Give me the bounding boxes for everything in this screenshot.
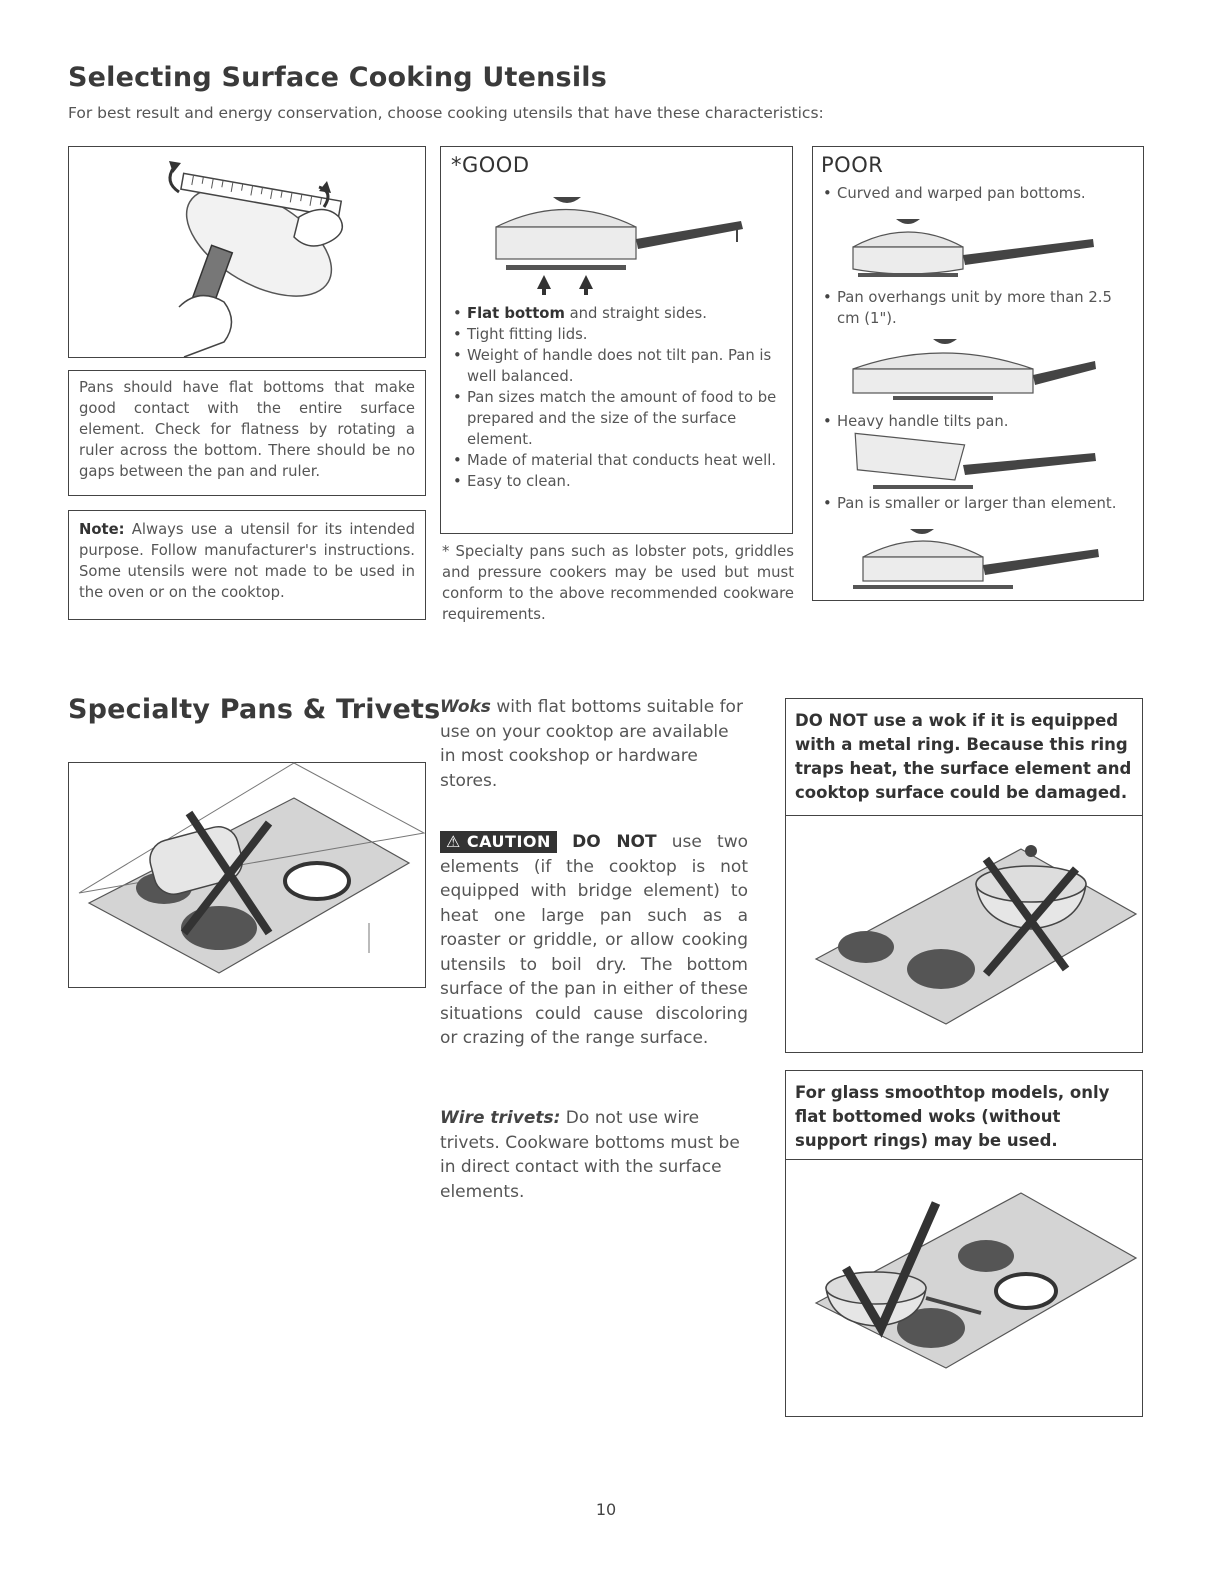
intro-text: For best result and energy conservation, choose cooking utensils that have these characteristics:: [68, 104, 824, 122]
note-text: Always use a utensil for its intended purpose. Follow manufacturer's instructions. Some utensils were not made to be used in the oven or on the cooktop.: [79, 521, 415, 601]
good-footnote: * Specialty pans such as lobster pots, griddles and pressure cookers may be used but must conform to the above recommended cookware requirements.: [442, 543, 794, 623]
flat-wok-cooktop-illustration: [786, 1163, 1144, 1413]
poor-list-2: [821, 287, 1139, 329]
flat-wok-note: For glass smoothtop models, only flat bottomed woks (without support rings) may be used.: [795, 1083, 1110, 1150]
woks-text: with flat bottoms suitable for use on your cooktop are available in most cookshop or hardware stores.: [440, 697, 743, 791]
note-box: [68, 510, 426, 620]
good-title: *GOOD: [451, 153, 530, 177]
list-item: • Tight fitting lids.: [451, 324, 781, 345]
trivets-label: Wire trivets:: [440, 1108, 561, 1128]
woks-paragraph: [440, 695, 748, 793]
poor-pans-illustration: [813, 147, 1145, 602]
specialty-title: Specialty Pans & Trivets: [68, 694, 441, 725]
poor-box: [812, 146, 1144, 601]
caution-badge: ⚠ CAUTION: [440, 831, 557, 853]
wok-ring-warning: DO NOT use a wok if it is equipped with a metal ring. Because this ring traps heat, the surface element and cooktop surface could be damaged.: [795, 711, 1132, 802]
caution-paragraph: [440, 830, 748, 1051]
wok-ring-warning-box: [785, 698, 1143, 1053]
list-item: • Pan sizes match the amount of food to be prepared and the size of the surface element.: [451, 387, 781, 450]
flat-bottom-text: Pans should have flat bottoms that make good contact with the entire surface element. Check for flatness by rotating a ruler across the bottom. There should be no gaps between the pan and ruler.: [79, 379, 415, 480]
trivets-paragraph: [440, 1106, 748, 1204]
poor-list-4: [821, 493, 1139, 514]
trivets-text: Do not use wire trivets. Cookware bottoms must be in direct contact with the surface elements.: [440, 1108, 740, 1202]
caution-text: use two elements (if the cooktop is not equipped with bridge element) to heat one large pan such as a roaster or griddle, or allow cooking utensils to boil dry. The bottom surface of the pan in either of these situations could cause discoloring or crazing of the range surface.: [440, 832, 749, 1048]
flat-bottom-text-box: [68, 370, 426, 496]
two-elements-cooktop-illustration: [69, 763, 427, 989]
good-list: [451, 303, 781, 492]
note-label: Note:: [79, 521, 125, 538]
ruler-illustration-box: [68, 146, 426, 358]
ruler-check-illustration: [69, 147, 427, 359]
list-item: • Easy to clean.: [451, 471, 781, 492]
cooktop-two-elements-box: [68, 762, 426, 988]
wok-ring-cooktop-illustration: [786, 819, 1144, 1049]
caution-do-not: DO NOT: [572, 832, 657, 852]
poor-title: POOR: [821, 153, 884, 177]
divider: [786, 1159, 1142, 1160]
list-item: • Flat bottom and straight sides.: [451, 303, 781, 324]
poor-list-3: [821, 411, 1139, 432]
list-item: • Pan is smaller or larger than element.: [821, 493, 1139, 514]
divider: [786, 815, 1142, 816]
good-pan-illustration: [441, 147, 794, 297]
list-item: • Pan overhangs unit by more than 2.5 cm (1").: [821, 287, 1139, 329]
list-item: • Made of material that conducts heat well.: [451, 450, 781, 471]
good-box: [440, 146, 793, 534]
page-title: Selecting Surface Cooking Utensils: [68, 62, 607, 93]
flat-wok-note-box: [785, 1070, 1143, 1417]
list-item: • Heavy handle tilts pan.: [821, 411, 1139, 432]
page-number: 10: [595, 1500, 617, 1519]
list-item: • Curved and warped pan bottoms.: [821, 183, 1139, 204]
list-item: • Weight of handle does not tilt pan. Pan is well balanced.: [451, 345, 781, 387]
woks-label: Woks: [440, 697, 491, 717]
